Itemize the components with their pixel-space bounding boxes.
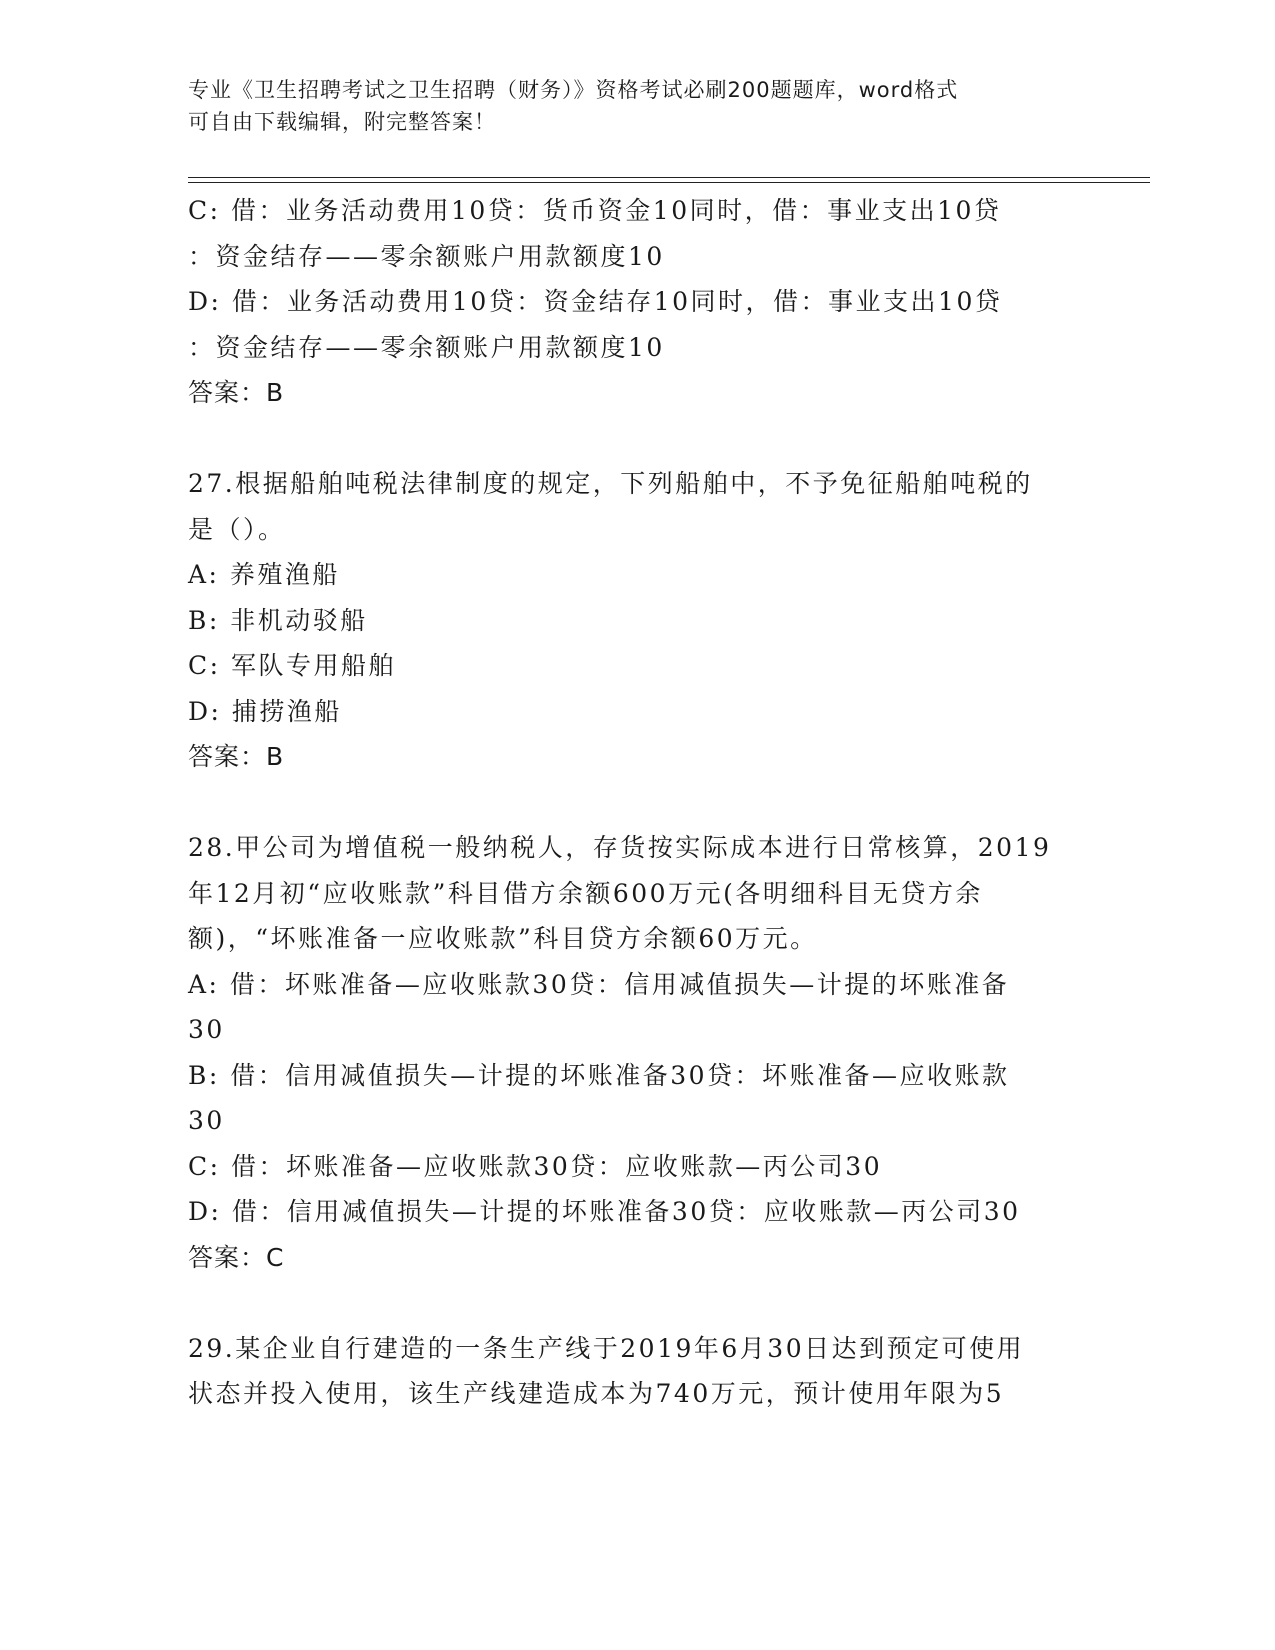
question-stem-line-1: 29.某企业自行建造的一条生产线于2019年6月30日达到预定可使用: [188, 1333, 1025, 1363]
spacer: [188, 780, 1088, 826]
option-d: D: 捕捞渔船: [188, 696, 342, 726]
header-title-line-1: 专业《卫生招聘考试之卫生招聘（财务）》资格考试必刷200题题库，word格式: [188, 78, 959, 102]
spacer: [188, 1280, 1088, 1326]
question-stem-line-2: 年12月初“应收账款”科目借方余额600万元(各明细科目无贷方余: [188, 878, 983, 908]
option-d-line-1: D: 借：业务活动费用10贷：资金结存10同时，借：事业支出10贷: [188, 287, 1003, 316]
option-b-line-2: 30: [188, 1106, 225, 1135]
answer: 答案：C: [188, 1242, 285, 1272]
answer: 答案：B: [188, 742, 285, 771]
document-header: [188, 74, 1088, 138]
option-a-line-1: A: 借：坏账准备—应收账款30贷：信用减值损失—计提的坏账准备: [188, 969, 1010, 999]
option-a: A: 养殖渔船: [188, 560, 340, 589]
spacer: [188, 416, 1088, 462]
option-d: D: 借：信用减值损失—计提的坏账准备30贷：应收账款—丙公司30: [188, 1197, 1021, 1226]
question-stem-line-2: 状态并投入使用，该生产线建造成本为740万元，预计使用年限为5: [188, 1379, 1005, 1408]
question-29: [188, 1326, 1088, 1417]
header-divider-bottom: [188, 182, 1150, 183]
option-c: C: 借：坏账准备—应收账款30贷：应收账款—丙公司30: [188, 1151, 883, 1181]
question-stem-line-2: 是（）。: [188, 514, 286, 544]
option-c-line-1: C: 借：业务活动费用10贷：货币资金10同时，借：事业支出10贷: [188, 196, 1002, 225]
question-stem-line-3: 额)，“坏账准备一应收账款”科目贷方余额60万元。: [188, 924, 818, 953]
option-b-line-1: B: 借：信用减值损失—计提的坏账准备30贷：坏账准备—应收账款: [188, 1060, 1010, 1090]
header-divider-top: [188, 177, 1150, 178]
header-title-line-2: 可自由下载编辑，附完整答案！: [188, 110, 496, 134]
option-b: B: 非机动驳船: [188, 605, 368, 635]
answer: 答案：B: [188, 378, 285, 407]
question-27: [188, 461, 1088, 780]
option-d-line-2: ：资金结存——零余额账户用款额度10: [188, 332, 665, 362]
option-a-line-2: 30: [188, 1015, 225, 1044]
question-28: [188, 825, 1088, 1280]
question-stem-line-1: 27.根据船舶吨税法律制度的规定，下列船舶中，不予免征船舶吨税的: [188, 469, 1033, 498]
question-26-continued: [188, 188, 1088, 416]
question-stem-line-1: 28.甲公司为增值税一般纳税人，存货按实际成本进行日常核算，2019: [188, 833, 1052, 862]
option-c: C: 军队专用船舶: [188, 651, 396, 680]
document-body: [188, 188, 1088, 1417]
option-c-line-2: ：资金结存——零余额账户用款额度10: [188, 241, 665, 271]
